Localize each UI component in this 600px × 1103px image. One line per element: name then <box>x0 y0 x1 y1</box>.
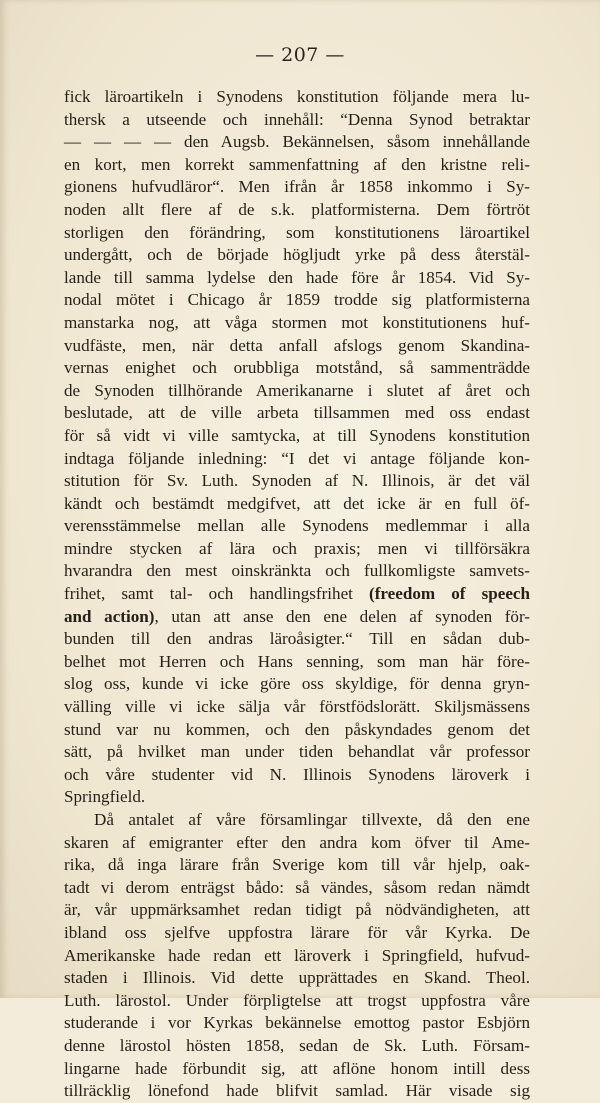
line-text: , utan att anse den ene delen af synoden för- <box>154 606 530 626</box>
line-text: noden allt flere af de s.k. platformisterna. Dem förtröt <box>64 199 530 219</box>
line-text: hvarandra den mest oinskränkta och fullkomligste samvets- <box>64 561 530 581</box>
line-text: mindre stycken af lära och praxis; men vi tillförsäkra <box>64 538 530 558</box>
text-line <box>64 402 530 425</box>
line-text: kändt och bestämdt medgifvet, att det icke är en full öf- <box>64 493 530 513</box>
text-line <box>64 335 530 358</box>
text-line <box>64 1080 530 1103</box>
text-line <box>64 945 530 968</box>
line-text: undergått, och de började högljudt yrke på dess återstäl- <box>64 245 530 265</box>
text-line <box>64 922 530 945</box>
line-text: för så vidt vi ville samtycka, at till Synodens konstitution <box>64 425 530 445</box>
text-line <box>64 651 530 674</box>
line-text: vudfäste, men, när detta anfall afslogs genom Skandina- <box>64 335 530 355</box>
line-text: thersk a utseende och innehåll: “Denna Synod betraktar <box>64 109 530 129</box>
text-line <box>64 899 530 922</box>
line-text: belhet mot Herren och Hans senning, som man här före- <box>64 651 530 671</box>
text-line <box>64 131 530 154</box>
text-line <box>64 832 530 855</box>
text-line <box>64 1035 530 1058</box>
text-line <box>64 719 530 742</box>
line-text: de Synoden tillhörande Amerikanarne i slutet af året och <box>64 380 530 400</box>
text-line <box>64 764 530 787</box>
text-line <box>64 380 530 403</box>
text-line <box>64 1058 530 1081</box>
line-text: Luth. lärostol. Under förpligtelse att trogst uppfostra våre <box>64 990 530 1010</box>
text-line <box>64 515 530 538</box>
line-text: beslutade, att de ville arbeta tillsammen med oss endast <box>64 403 530 423</box>
line-text: stund var nu kommen, och den påskyndades genom det <box>64 719 530 739</box>
text-line <box>64 1012 530 1035</box>
text-line <box>64 628 530 651</box>
line-text: staden i Illinois. Vid dette upprättades en Skand. Theol. <box>64 968 530 988</box>
line-text: verensstämmelse mellan alle Synodens medlemmar i alla <box>64 516 530 536</box>
line-text: indtaga följande inledning: “I det vi antage följande kon- <box>64 448 530 468</box>
text-line <box>64 741 530 764</box>
line-text: och våre studenter vid N. Illinois Synodens läroverk i <box>64 764 530 784</box>
line-text: lande till samma lydelse den hade före år 1854. Vid Sy- <box>64 267 530 287</box>
text-line <box>64 289 530 312</box>
line-text: tillräcklig lönefond hade blifvit samlad. Här visade sig <box>64 1081 530 1101</box>
text-line <box>64 673 530 696</box>
text-line <box>64 244 530 267</box>
line-text: tadt vi derom enträgst bådo: så vändes, såsom redan nämdt <box>64 877 530 897</box>
line-text: — — — — den Augsb. Bekännelsen, såsom innehållande <box>64 132 530 152</box>
line-text: nodal mötet i Chicago år 1859 trodde sig platformisterna <box>64 290 530 310</box>
text-line <box>64 990 530 1013</box>
text-line <box>64 854 530 877</box>
text-line <box>64 696 530 719</box>
line-text: rika, då inga lärare från Sverige kom till vår hjelp, oak- <box>64 855 530 875</box>
text-line <box>64 967 530 990</box>
line-text: storligen den förändring, som konstitutionens läroartikel <box>64 222 530 242</box>
text-line <box>64 560 530 583</box>
text-line <box>64 357 530 380</box>
line-text: denne lärostol hösten 1858, sedan de Sk. Luth. Försam- <box>64 1035 530 1055</box>
text-line <box>64 786 530 809</box>
line-text: frihet, samt tal- och handlingsfrihet <box>64 584 370 604</box>
text-line <box>64 222 530 245</box>
line-text: sätt, på hvilket man under tiden behandlat vår professor <box>64 742 530 762</box>
line-text: slog oss, kunde vi icke göre oss skyldige, för denna gryn- <box>64 674 530 694</box>
text-line <box>64 493 530 516</box>
text-line <box>64 109 530 132</box>
text-line <box>64 176 530 199</box>
text-line <box>64 606 530 629</box>
text-line <box>64 154 530 177</box>
bold-phrase: (freedom of speech <box>369 584 531 604</box>
line-text: är, vår uppmärksamhet redan tidigt på nödvändigheten, att <box>64 900 530 920</box>
text-line <box>64 448 530 471</box>
line-text: välling ville vi icke sälja vår förstfödslorätt. Skiljsmässens <box>64 697 530 717</box>
line-text: vernas enighet och orubbliga motstånd, så sammenträdde <box>64 358 530 378</box>
line-text: gionens hufvudläror“. Men ifrån år 1858 inkommo i Sy- <box>64 177 530 197</box>
body-text <box>64 86 530 1103</box>
line-text: stitution för Sv. Luth. Synoden af N. Illinois, är det väl <box>64 471 530 491</box>
text-line <box>64 809 530 832</box>
line-text: Då antalet af våre församlingar tillvexte, då den ene <box>94 810 530 829</box>
text-line <box>64 199 530 222</box>
page-number: — 207 — <box>255 44 345 66</box>
line-text: en kort, men korrekt sammenfattning af den kristne reli- <box>64 154 530 174</box>
text-line <box>64 877 530 900</box>
bold-phrase: and action) <box>64 606 155 626</box>
line-text: Amerikanske hade redan ett läroverk i Springfield, hufvud- <box>64 945 530 965</box>
text-line <box>64 267 530 290</box>
line-text: studerande i vor Kyrkas bekännelse emottog pastor Esbjörn <box>64 1013 530 1033</box>
line-text: lingarne hade förbundit sig, att aflöne honom intill dess <box>64 1058 530 1078</box>
text-line <box>64 425 530 448</box>
line-text: Springfield. <box>64 787 146 807</box>
text-line <box>64 86 530 109</box>
line-text: skaren af emigranter efter den andra kom öfver til Ame- <box>64 832 530 852</box>
line-text: bunden till den andras läroåsigter.“ Till en sådan dub- <box>64 629 530 649</box>
text-line <box>64 583 530 606</box>
line-text: fick läroartikeln i Synodens konstitution följande mera lu- <box>64 87 530 106</box>
text-line <box>64 312 530 335</box>
text-line <box>64 470 530 493</box>
text-line <box>64 538 530 561</box>
line-text: ibland oss sjelfve uppfostra lärare för vår Kyrka. De <box>64 922 530 942</box>
line-text: manstarka nog, att våga stormen mot konstitutionens huf- <box>64 312 530 332</box>
